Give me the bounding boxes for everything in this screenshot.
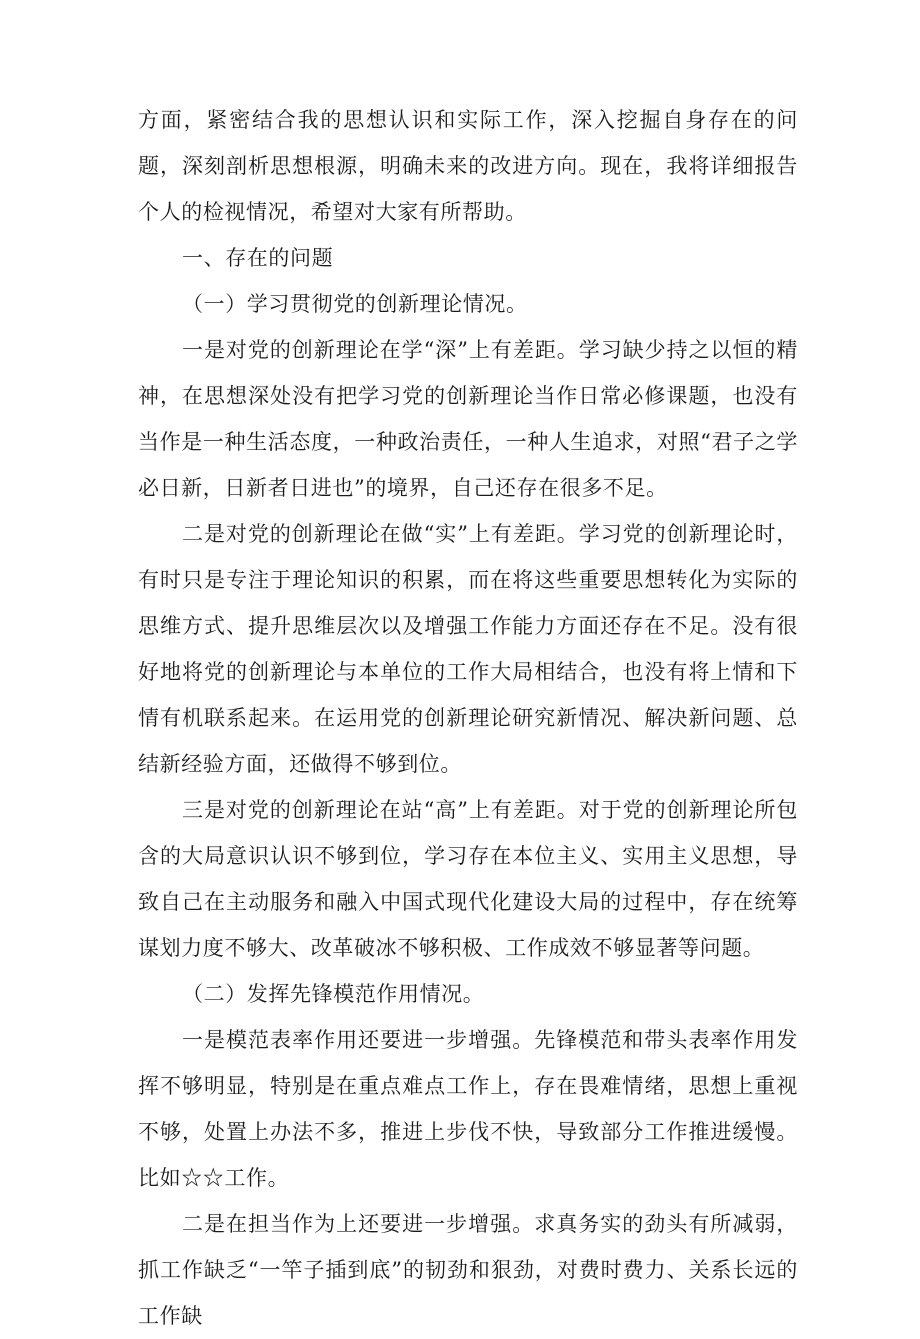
paragraph-theory-practice: 二是对党的创新理论在做“实”上有差距。学习党的创新理论时，有时只是专注于理论知识的积累，而在将这些重要思想转化为实际的思维方式、提升思维层次以及增强工作能力方面还存在不足。没有很好地将党的创新理论与本单位的工作大局相结合，也没有将上情和下情有机联系起来。在运用党的创新理论研究新情况、解决新问题、总结新经验方面，还做得不够到位。 xyxy=(138,522,798,776)
section-heading-problems: 一、存在的问题 xyxy=(182,246,334,270)
paragraph-theory-depth: 一是对党的创新理论在学“深”上有差距。学习缺少持之以恒的精神，在思想深处没有把学习党的创新理论当作日常必修课题，也没有当作是一种生活态度，一种政治责任，一种人生追求，对照“君子之学必日新，日新者日进也”的境界，自己还存在很多不足。 xyxy=(138,338,798,500)
subsection-heading-vanguard-role: （二）发挥先锋模范作用情况。 xyxy=(182,982,485,1006)
paragraph-intro-continuation: 方面，紧密结合我的思想认识和实际工作，深入挖掘自身存在的问题，深刻剖析思想根源，明确未来的改进方向。现在，我将详细报告个人的检视情况，希望对大家有所帮助。 xyxy=(138,108,798,224)
document-body xyxy=(138,97,798,1339)
paragraph-theory-height: 三是对党的创新理论在站“高”上有差距。对于党的创新理论所包含的大局意识认识不够到位，学习存在本位主义、实用主义思想，导致自己在主动服务和融入中国式现代化建设大局的过程中，存在统筹谋划力度不够大、改革破冰不够积极、工作成效不够显著等问题。 xyxy=(138,798,798,960)
paragraph-responsibility: 二是在担当作为上还要进一步增强。求真务实的劲头有所减弱，抓工作缺乏“一竿子插到底”的韧劲和狠劲，对费时费力、关系长远的工作缺 xyxy=(138,1212,798,1328)
subsection-heading-theory-study: （一）学习贯彻党的创新理论情况。 xyxy=(182,292,528,316)
paragraph-exemplary-role: 一是模范表率作用还要进一步增强。先锋模范和带头表率作用发挥不够明显，特别是在重点难点工作上，存在畏难情绪，思想上重视不够，处置上办法不多，推进上步伐不快，导致部分工作推进缓慢。比如☆☆工作。 xyxy=(138,1028,798,1190)
